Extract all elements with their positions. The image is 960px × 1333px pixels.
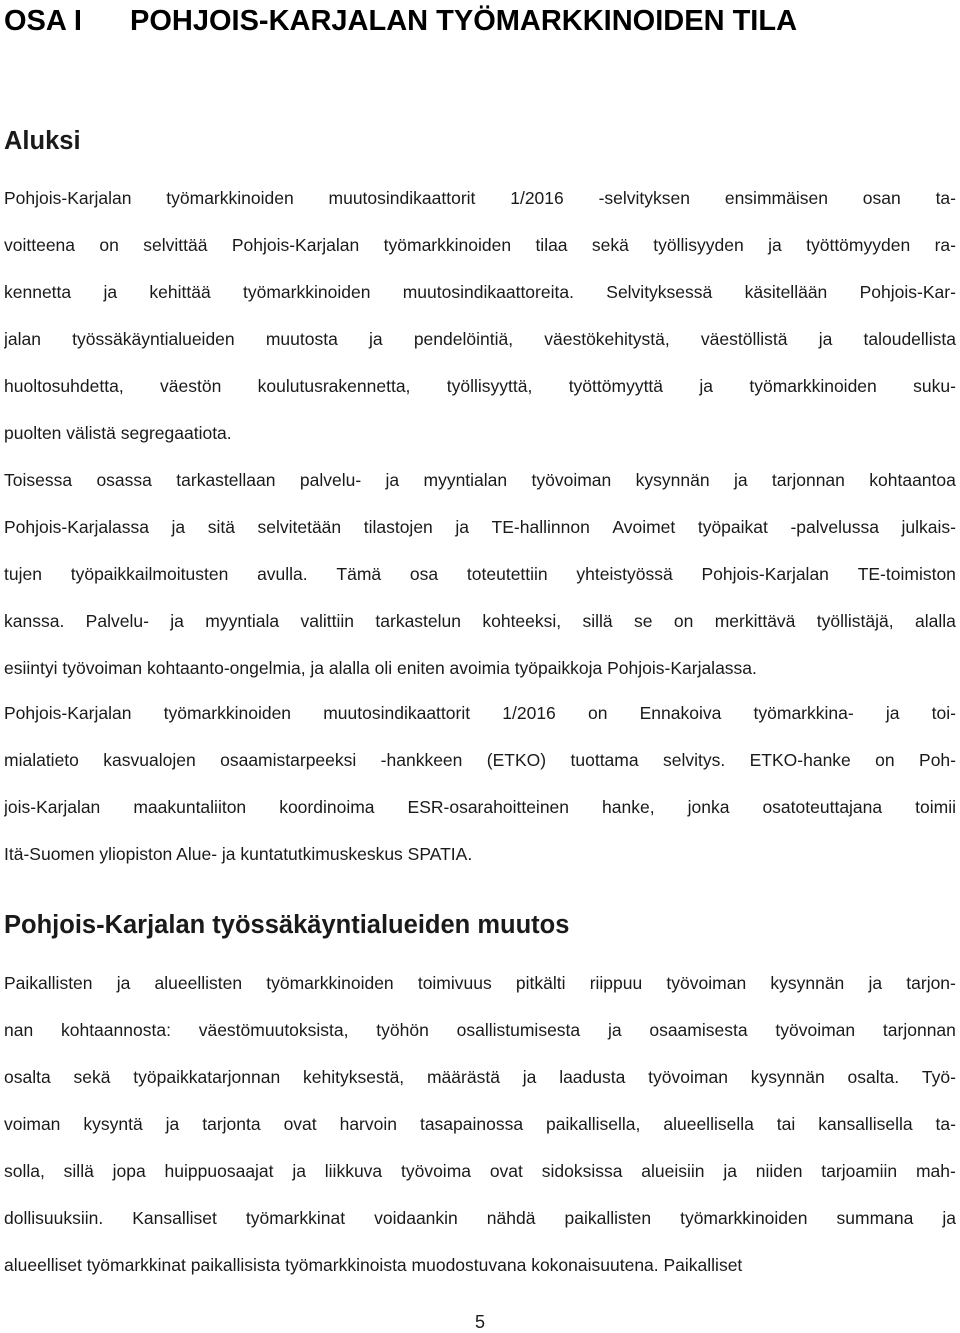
text-line: Pohjois-Karjalan työmarkkinoiden muutosindikaattorit 1/2016 on Ennakoiva työmarkkina- ja toi- (4, 703, 956, 723)
text-line: jois-Karjalan maakuntaliiton koordinoima ESR-osarahoitteinen hanke, jonka osatoteuttajana toimii (4, 797, 956, 817)
text-line: osalta sekä työpaikkatarjonnan kehityksestä, määrästä ja laadusta työvoiman kysynnän osalta. Työ- (4, 1067, 956, 1087)
text-line: dollisuuksiin. Kansalliset työmarkkinat voidaankin nähdä paikallisten työmarkkinoiden summana ja (4, 1208, 956, 1228)
chapter-title: POHJOIS-KARJALAN TYÖMARKKINOIDEN TILA (130, 5, 798, 37)
text-line: Pohjois-Karjalassa ja sitä selvitetään tilastojen ja TE-hallinnon Avoimet työpaikat -palvelussa julkais- (4, 517, 956, 537)
text-line: alueelliset työmarkkinat paikallisista työmarkkinoista muodostuvana kokonaisuutena. Paikalliset (4, 1255, 743, 1275)
text-line: Itä-Suomen yliopiston Alue- ja kuntatutkimuskeskus SPATIA. (4, 844, 473, 864)
paragraph-labour-markets (4, 960, 956, 1289)
text-line: puolten välistä segregaatiota. (4, 423, 232, 443)
text-line: kanssa. Palvelu- ja myyntiala valittiin tarkastelun kohteeksi, sillä se on merkittävä työllistäjä, alalla (4, 611, 956, 631)
text-line: jalan työssäkäyntialueiden muutosta ja pendelöintiä, väestökehitystä, väestöllistä ja taloudellista (4, 329, 956, 349)
text-line: huoltosuhdetta, väestön koulutusrakennetta, työllisyyttä, työttömyyttä ja työmarkkinoiden suku- (4, 376, 956, 396)
section-heading-tyossakayntialueet: Pohjois-Karjalan työssäkäyntialueiden muutos (4, 911, 570, 939)
text-line: voitteena on selvittää Pohjois-Karjalan työmarkkinoiden tilaa sekä työllisyyden ja työttömyyden ra- (4, 235, 956, 255)
text-line: esiintyi työvoiman kohtaanto-ongelmia, ja alalla oli eniten avoimia työpaikkoja Pohjois-Karjalassa. (4, 658, 757, 678)
text-line: kennetta ja kehittää työmarkkinoiden muutosindikaattoreita. Selvityksessä käsitellään Pohjois-Kar- (4, 282, 956, 302)
text-line: solla, sillä jopa huippuosaajat ja liikkuva työvoima ovat sidoksissa alueisiin ja niiden tarjoamiin mah- (4, 1161, 956, 1181)
section-heading-aluksi: Aluksi (4, 127, 81, 155)
chapter-heading (4, 2, 797, 40)
page-number: 5 (474, 1312, 485, 1332)
text-line: Pohjois-Karjalan työmarkkinoiden muutosindikaattorit 1/2016 -selvityksen ensimmäisen osan ta- (4, 188, 956, 208)
text-line: tujen työpaikkailmoitusten avulla. Tämä osa toteutettiin yhteistyössä Pohjois-Karjalan TE-toimiston (4, 564, 956, 584)
text-line: Toisessa osassa tarkastellaan palvelu- ja myyntialan työvoiman kysynnän ja tarjonnan kohtaantoa (4, 470, 956, 490)
chapter-number: OSA I (4, 5, 82, 37)
paragraph-project (4, 690, 956, 878)
paragraph-second-part (4, 457, 956, 692)
text-line: nan kohtaannosta: väestömuutoksista, työhön osallistumisesta ja osaamisesta työvoiman tarjonnan (4, 1020, 956, 1040)
text-line: Paikallisten ja alueellisten työmarkkinoiden toimivuus pitkälti riippuu työvoiman kysynnän ja tarjon- (4, 973, 956, 993)
text-line: mialatieto kasvualojen osaamistarpeeksi -hankkeen (ETKO) tuottama selvitys. ETKO-hanke on Poh- (4, 750, 956, 770)
text-line: voiman kysyntä ja tarjonta ovat harvoin tasapainossa paikallisella, alueellisella tai kansallisella ta- (4, 1114, 956, 1134)
paragraph-intro (4, 175, 956, 457)
